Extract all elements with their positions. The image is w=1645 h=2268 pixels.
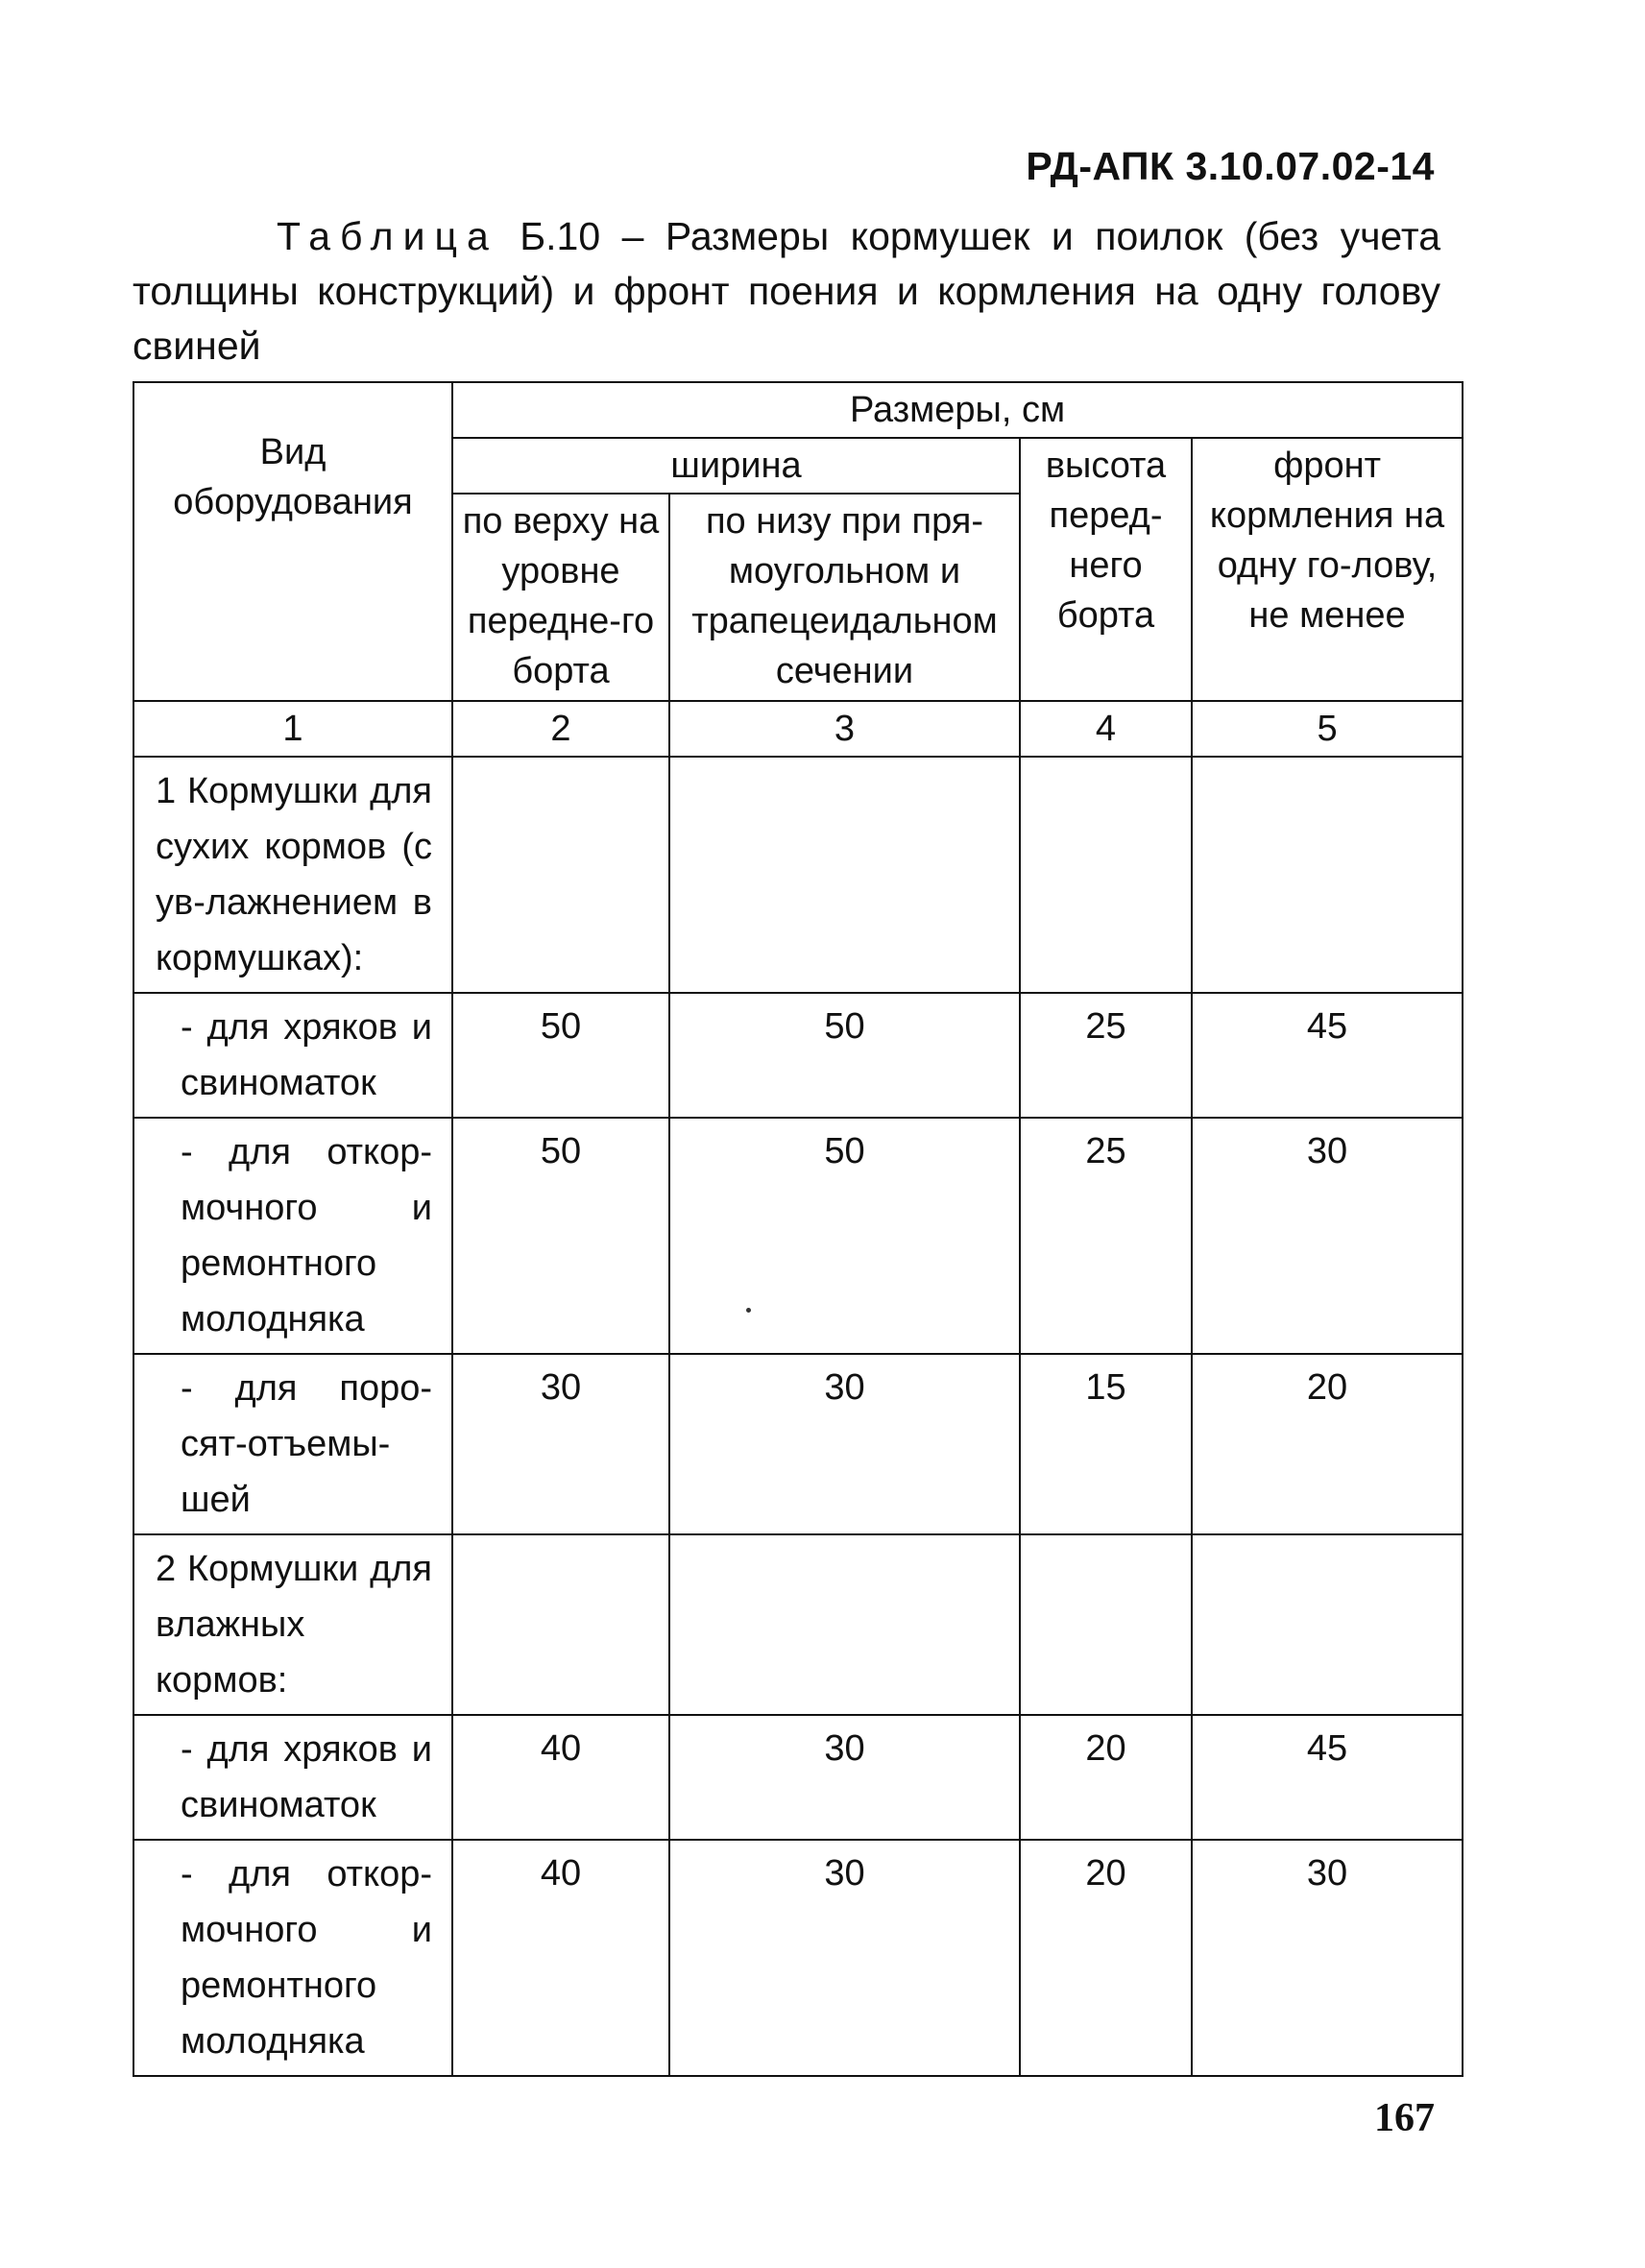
value-cell (1020, 1534, 1192, 1715)
value-cell: 15 (1020, 1354, 1192, 1534)
value-cell: 50 (452, 993, 669, 1118)
header-front-height: высота перед-него борта (1020, 438, 1192, 701)
column-number: 3 (669, 701, 1020, 757)
header-equipment-type: Вид оборудования (133, 382, 452, 701)
row-label: - для откор-мочного и ремонтного молодняка (133, 1840, 452, 2076)
value-cell (452, 1534, 669, 1715)
table-row (133, 1840, 1463, 2076)
column-number: 1 (133, 701, 452, 757)
column-number: 5 (1192, 701, 1463, 757)
row-label: - для поро-сят-отъемы-шей (133, 1354, 452, 1534)
header-feeding-front: фронт кормления на одну го-лову, не менее (1192, 438, 1463, 701)
value-cell: 30 (1192, 1840, 1463, 2076)
value-cell (1192, 1534, 1463, 1715)
value-cell: 40 (452, 1840, 669, 2076)
value-cell: 25 (1020, 993, 1192, 1118)
table-caption (133, 209, 1440, 374)
value-cell (1020, 757, 1192, 993)
value-cell (669, 757, 1020, 993)
table-row (133, 757, 1463, 993)
header-dimensions-group: Размеры, см (452, 382, 1463, 438)
table-row (133, 1715, 1463, 1840)
page-number: 167 (1374, 2096, 1435, 2140)
value-cell: 30 (669, 1840, 1020, 2076)
table-header-row (133, 382, 1463, 438)
table-caption-text: Б.10 – Размеры кормушек и поилок (без учета толщины конструкций) и фронт поения и кормления на одну голову свиней (133, 214, 1440, 368)
value-cell: 30 (1192, 1118, 1463, 1354)
value-cell: 50 (669, 993, 1020, 1118)
value-cell: 50 (669, 1118, 1020, 1354)
value-cell: 40 (452, 1715, 669, 1840)
value-cell: 20 (1020, 1840, 1192, 2076)
row-label: 2 Кормушки для влажных кормов: (133, 1534, 452, 1715)
header-top-width: по верху на уровне передне-го борта (452, 494, 669, 701)
value-cell: 30 (669, 1354, 1020, 1534)
value-cell: 45 (1192, 1715, 1463, 1840)
row-label: - для хряков и свиноматок (133, 993, 452, 1118)
value-cell: 20 (1192, 1354, 1463, 1534)
value-cell: 25 (1020, 1118, 1192, 1354)
table-row (133, 1534, 1463, 1715)
row-label: - для откор-мочного и ремонтного молодняка (133, 1118, 452, 1354)
value-cell (669, 1534, 1020, 1715)
value-cell: 50 (452, 1118, 669, 1354)
scan-speck (746, 1308, 751, 1313)
table-row (133, 1354, 1463, 1534)
column-number: 4 (1020, 701, 1192, 757)
dimensions-table (133, 381, 1464, 2077)
table-row (133, 1118, 1463, 1354)
column-number-row (133, 701, 1463, 757)
value-cell (1192, 757, 1463, 993)
table-row (133, 993, 1463, 1118)
value-cell: 20 (1020, 1715, 1192, 1840)
value-cell (452, 757, 669, 993)
row-label: 1 Кормушки для сухих кормов (с ув-лажнением в кормушках): (133, 757, 452, 993)
value-cell: 30 (669, 1715, 1020, 1840)
value-cell: 45 (1192, 993, 1463, 1118)
table-caption-label: Таблица (277, 214, 498, 258)
column-number: 2 (452, 701, 669, 757)
value-cell: 30 (452, 1354, 669, 1534)
header-width-group: ширина (452, 438, 1020, 494)
row-label: - для хряков и свиноматок (133, 1715, 452, 1840)
header-bottom-width: по низу при пря-моугольном и трапецеидальном сечении (669, 494, 1020, 701)
document-code: РД-АПК 3.10.07.02-14 (1026, 144, 1435, 188)
